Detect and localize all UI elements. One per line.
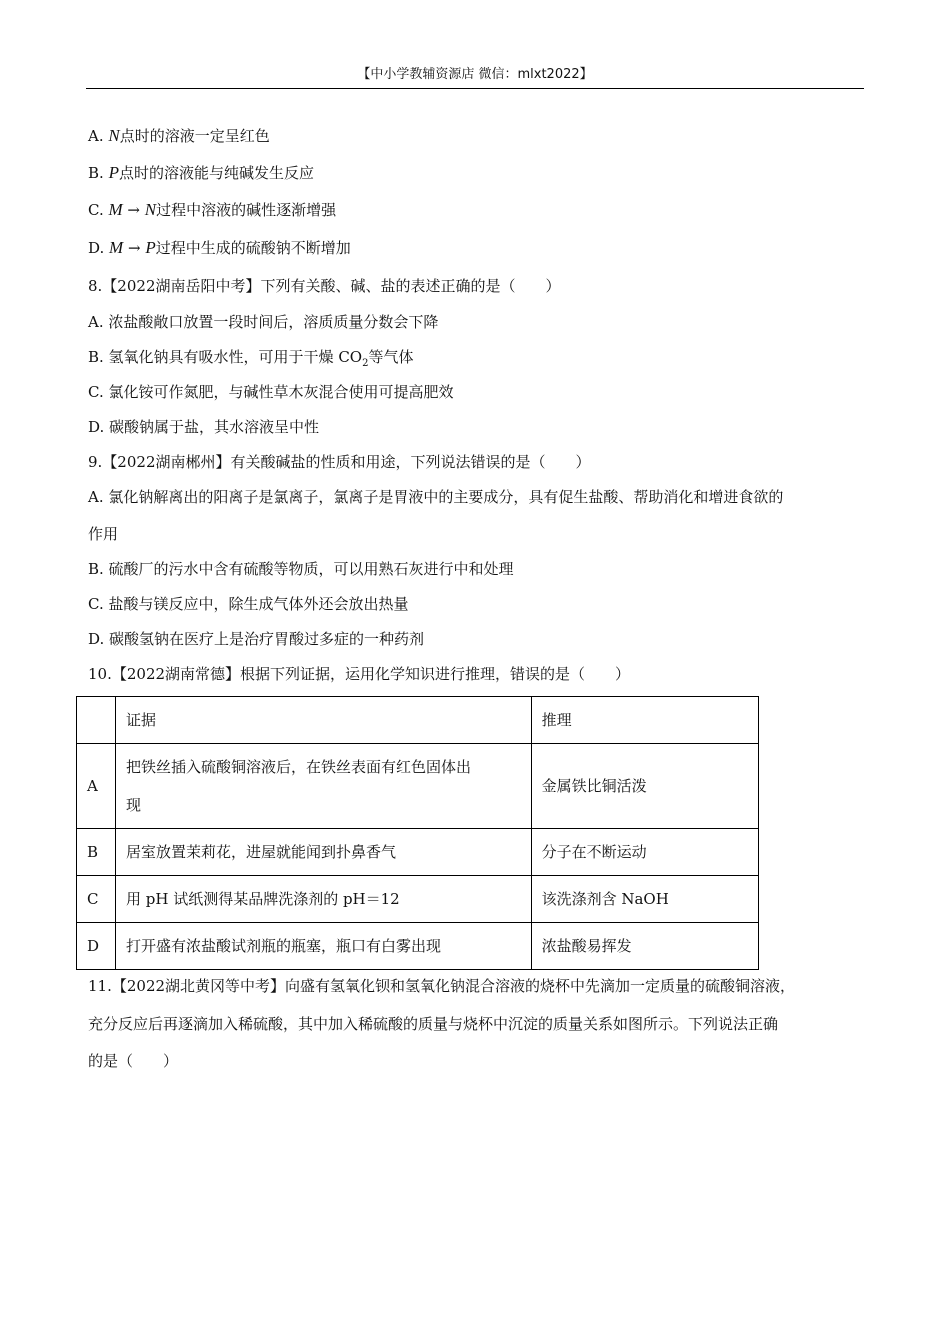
- inference-cell: 浓盐酸易挥发: [531, 923, 758, 970]
- table-header-row: [77, 697, 759, 744]
- q9-option-a-line2: 作用: [88, 525, 119, 543]
- q9-option-d: D. 碳酸氢钠在医疗上是治疗胃酸过多症的一种药剂: [88, 630, 425, 648]
- q9-option-c: C. 盐酸与镁反应中，除生成气体外还会放出热量: [88, 595, 409, 613]
- table-header-cell: [77, 697, 116, 744]
- evidence-cell: 把铁丝插入硫酸铜溶液后，在铁丝表面有红色固体出 现: [115, 744, 531, 829]
- q8-option-b: B. 氢氧化钠具有吸水性，可用于干燥 $CO_2$等气体: [88, 348, 414, 369]
- page-header: [86, 66, 864, 89]
- row-label: C: [77, 876, 116, 923]
- inference-cell: 分子在不断运动: [531, 829, 758, 876]
- math-var: M: [108, 200, 123, 219]
- table-header-cell: 证据: [115, 697, 531, 744]
- table-header-cell: 推理: [531, 697, 758, 744]
- q11-line2: 充分反应后再逐滴加入稀硫酸，其中加入稀硫酸的质量与烧杯中沉淀的质量关系如图所示。下列说法正确: [88, 1015, 779, 1033]
- math-var: P: [108, 163, 119, 182]
- q7-option-c: C. M → N过程中溶液的碱性逐渐增强: [88, 200, 337, 219]
- math-var: P: [145, 238, 156, 257]
- arrow: →: [122, 201, 145, 219]
- table-row: [77, 923, 759, 970]
- header-text: 【中小学教辅资源店 微信：mlxt2022】: [357, 67, 593, 82]
- arrow: →: [123, 239, 146, 257]
- math-var: N: [144, 200, 157, 219]
- q11-line3: 的是（ ）: [88, 1052, 179, 1070]
- q8-option-d: D. 碳酸钠属于盐，其水溶液呈中性: [88, 418, 320, 436]
- q9-option-b: B. 硫酸厂的污水中含有硫酸等物质，可以用熟石灰进行中和处理: [88, 560, 514, 578]
- row-label: A: [77, 744, 116, 829]
- evidence-cell: 居室放置茉莉花，进屋就能闻到扑鼻香气: [115, 829, 531, 876]
- row-label: D: [77, 923, 116, 970]
- math-var: M: [109, 238, 124, 257]
- q8-option-c: C. 氯化铵可作氮肥，与碱性草木灰混合使用可提高肥效: [88, 383, 454, 401]
- evidence-cell: 用 pH 试纸测得某品牌洗涤剂的 pH＝12: [115, 876, 531, 923]
- q7-option-d: D. M → P过程中生成的硫酸钠不断增加: [88, 238, 351, 257]
- q7-option-b: B. P点时的溶液能与纯碱发生反应: [88, 163, 314, 182]
- q8-option-a: A. 浓盐酸敞口放置一段时间后，溶质质量分数会下降: [88, 313, 439, 331]
- q10-stem: 10.【2022湖南常德】根据下列证据，运用化学知识进行推理，错误的是（ ）: [88, 665, 631, 683]
- table-row: [77, 876, 759, 923]
- table-row: [77, 829, 759, 876]
- math-var: N: [108, 126, 120, 145]
- inference-cell: 该洗涤剂含 NaOH: [531, 876, 758, 923]
- q11-line1: 11.【2022湖北黄冈等中考】向盛有氢氧化钡和氢氧化钠混合溶液的烧杯中先滴加一定质量的硫酸铜溶液，: [88, 977, 796, 995]
- row-label: B: [77, 829, 116, 876]
- evidence-table: [76, 696, 759, 970]
- q7-option-a: A. N点时的溶液一定呈红色: [88, 126, 270, 145]
- q8-stem: 8.【2022湖南岳阳中考】下列有关酸、碱、盐的表述正确的是（ ）: [88, 277, 561, 295]
- table-row: [77, 744, 759, 829]
- inference-cell: 金属铁比铜活泼: [531, 744, 758, 829]
- q9-option-a-line1: A. 氯化钠解离出的阳离子是氯离子，氯离子是胃液中的主要成分，具有促生盐酸、帮助消化和增进食欲的: [88, 488, 784, 506]
- evidence-cell: 打开盛有浓盐酸试剂瓶的瓶塞，瓶口有白雾出现: [115, 923, 531, 970]
- q9-stem: 9.【2022湖南郴州】有关酸碱盐的性质和用途，下列说法错误的是（ ）: [88, 453, 591, 471]
